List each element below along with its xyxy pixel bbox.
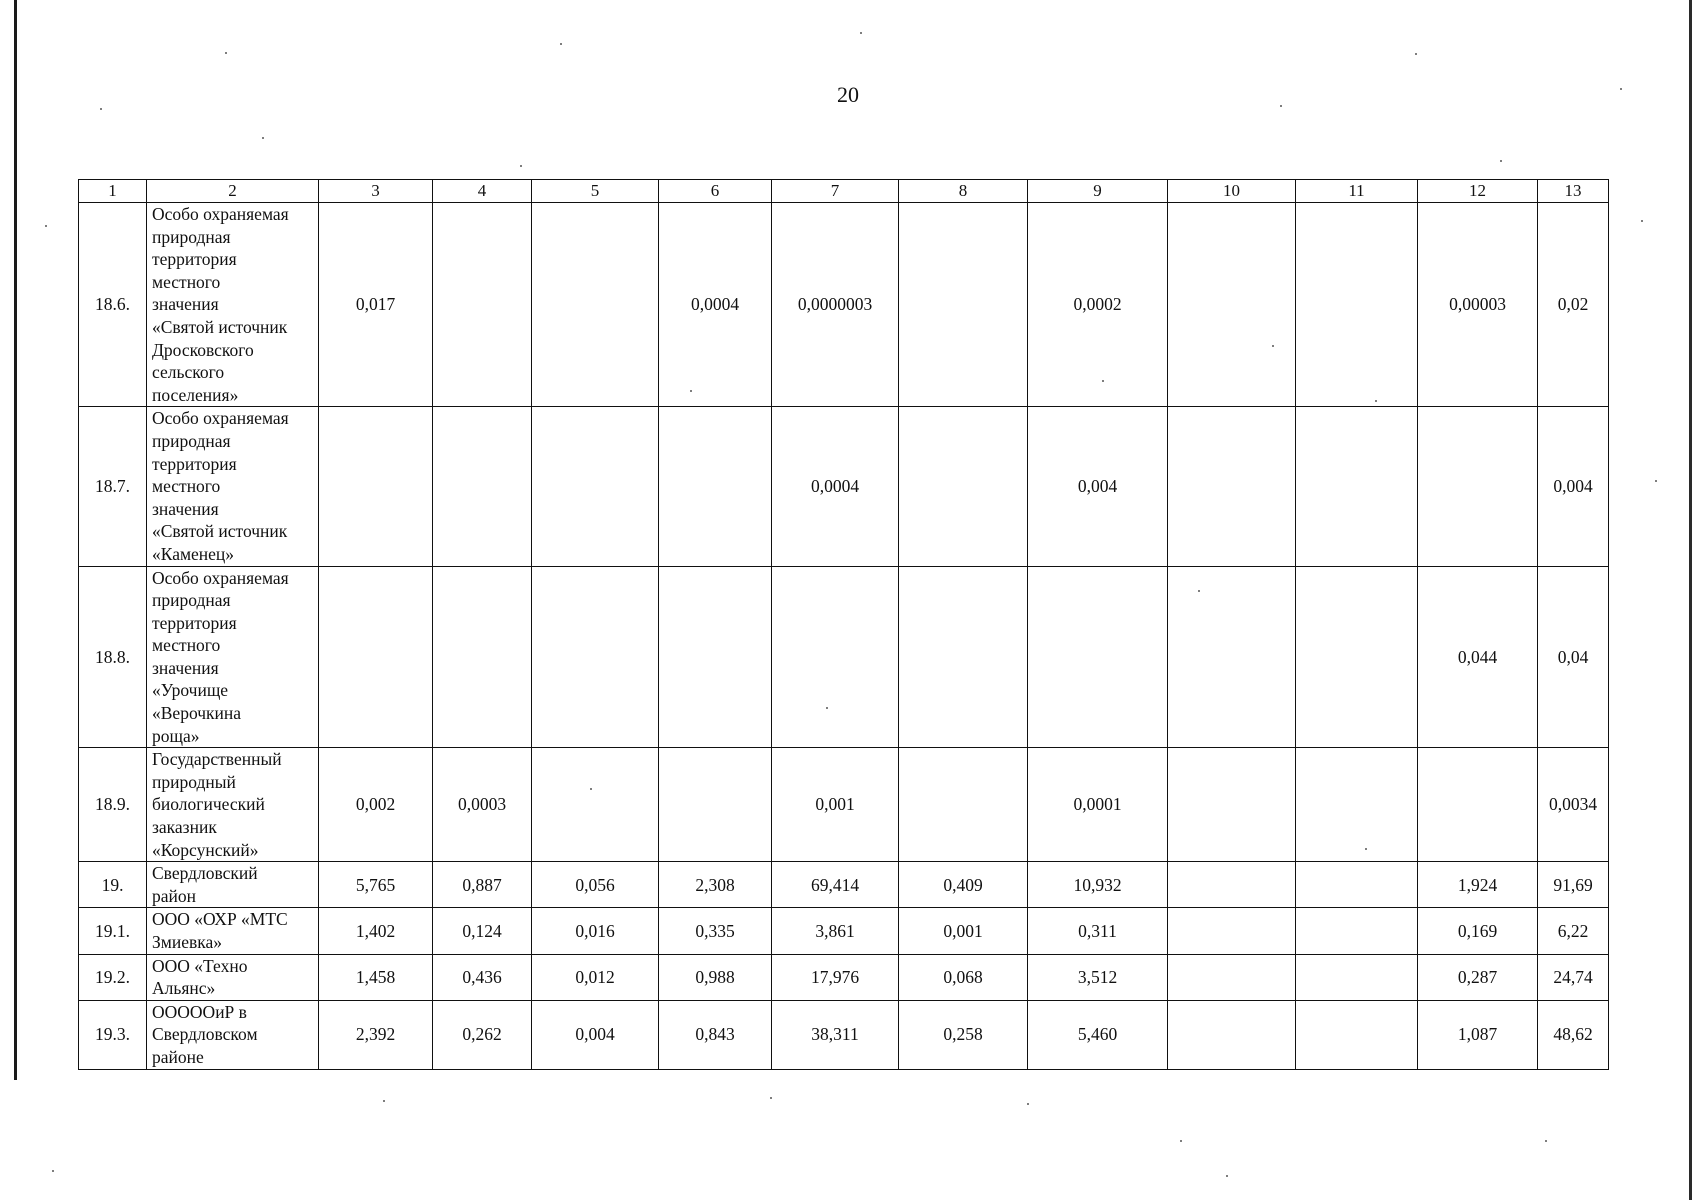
table-row bbox=[79, 407, 1609, 566]
value-cell: 0,002 bbox=[319, 748, 433, 862]
value-cell bbox=[433, 566, 532, 748]
data-table bbox=[78, 179, 1609, 1070]
column-number: 5 bbox=[532, 180, 659, 203]
value-cell bbox=[1168, 1000, 1296, 1069]
value-cell bbox=[1296, 954, 1418, 1000]
value-cell bbox=[1296, 407, 1418, 566]
value-cell: 0,04 bbox=[1538, 566, 1609, 748]
value-cell: 0,887 bbox=[433, 862, 532, 908]
name-cell: ООО «Техно Альянс» bbox=[147, 954, 319, 1000]
value-cell bbox=[1168, 862, 1296, 908]
column-number: 6 bbox=[659, 180, 772, 203]
value-cell: 2,392 bbox=[319, 1000, 433, 1069]
scan-edge-right bbox=[1689, 0, 1692, 1200]
name-cell: Особо охраняемая природная территория местного значения «Святой источник «Каменец» bbox=[147, 407, 319, 566]
value-cell: 1,924 bbox=[1418, 862, 1538, 908]
value-cell: 0,287 bbox=[1418, 954, 1538, 1000]
value-cell: 5,460 bbox=[1028, 1000, 1168, 1069]
column-number: 9 bbox=[1028, 180, 1168, 203]
value-cell: 0,044 bbox=[1418, 566, 1538, 748]
value-cell bbox=[1296, 566, 1418, 748]
column-number: 8 bbox=[899, 180, 1028, 203]
value-cell bbox=[659, 566, 772, 748]
value-cell: 0,016 bbox=[532, 908, 659, 954]
row-number-cell: 18.9. bbox=[79, 748, 147, 862]
value-cell bbox=[532, 566, 659, 748]
row-number-cell: 18.7. bbox=[79, 407, 147, 566]
value-cell bbox=[433, 203, 532, 407]
name-cell: Особо охраняемая природная территория местного значения «Святой источник Дросковского сельского поселения» bbox=[147, 203, 319, 407]
page-number: 20 bbox=[837, 82, 859, 107]
column-number: 12 bbox=[1418, 180, 1538, 203]
value-cell bbox=[899, 566, 1028, 748]
value-cell: 0,988 bbox=[659, 954, 772, 1000]
value-cell bbox=[319, 407, 433, 566]
value-cell bbox=[772, 566, 899, 748]
value-cell: 5,765 bbox=[319, 862, 433, 908]
row-number-cell: 19. bbox=[79, 862, 147, 908]
value-cell: 17,976 bbox=[772, 954, 899, 1000]
value-cell: 0,169 bbox=[1418, 908, 1538, 954]
value-cell bbox=[532, 748, 659, 862]
table-body bbox=[79, 203, 1609, 1070]
row-number-cell: 19.1. bbox=[79, 908, 147, 954]
value-cell: 0,0001 bbox=[1028, 748, 1168, 862]
value-cell: 0,311 bbox=[1028, 908, 1168, 954]
value-cell: 1,402 bbox=[319, 908, 433, 954]
value-cell: 0,068 bbox=[899, 954, 1028, 1000]
value-cell: 0,001 bbox=[899, 908, 1028, 954]
value-cell bbox=[899, 407, 1028, 566]
value-cell: 0,017 bbox=[319, 203, 433, 407]
value-cell: 10,932 bbox=[1028, 862, 1168, 908]
row-number-cell: 19.2. bbox=[79, 954, 147, 1000]
value-cell: 3,861 bbox=[772, 908, 899, 954]
value-cell: 24,74 bbox=[1538, 954, 1609, 1000]
value-cell bbox=[1418, 748, 1538, 862]
value-cell: 38,311 bbox=[772, 1000, 899, 1069]
name-cell: Особо охраняемая природная территория местного значения «Урочище «Верочкина роща» bbox=[147, 566, 319, 748]
value-cell: 0,0003 bbox=[433, 748, 532, 862]
name-cell: ОООООиР в Свердловском районе bbox=[147, 1000, 319, 1069]
table-row bbox=[79, 566, 1609, 748]
name-cell: Государственный природный биологический заказник «Корсунский» bbox=[147, 748, 319, 862]
value-cell bbox=[1296, 862, 1418, 908]
value-cell bbox=[1296, 203, 1418, 407]
value-cell: 0,012 bbox=[532, 954, 659, 1000]
value-cell: 0,262 bbox=[433, 1000, 532, 1069]
value-cell bbox=[1168, 908, 1296, 954]
value-cell: 6,22 bbox=[1538, 908, 1609, 954]
value-cell: 0,056 bbox=[532, 862, 659, 908]
value-cell: 0,124 bbox=[433, 908, 532, 954]
value-cell bbox=[1296, 1000, 1418, 1069]
value-cell bbox=[659, 748, 772, 862]
column-number: 7 bbox=[772, 180, 899, 203]
value-cell: 0,00003 bbox=[1418, 203, 1538, 407]
column-number: 13 bbox=[1538, 180, 1609, 203]
value-cell: 0,0004 bbox=[772, 407, 899, 566]
row-number-cell: 18.6. bbox=[79, 203, 147, 407]
value-cell: 0,004 bbox=[1538, 407, 1609, 566]
value-cell bbox=[1168, 566, 1296, 748]
value-cell: 0,004 bbox=[532, 1000, 659, 1069]
value-cell: 0,409 bbox=[899, 862, 1028, 908]
column-number: 10 bbox=[1168, 180, 1296, 203]
name-cell: ООО «ОХР «МТС Змиевка» bbox=[147, 908, 319, 954]
value-cell: 1,458 bbox=[319, 954, 433, 1000]
table-row bbox=[79, 1000, 1609, 1069]
value-cell: 0,02 bbox=[1538, 203, 1609, 407]
table-row bbox=[79, 862, 1609, 908]
value-cell: 0,0034 bbox=[1538, 748, 1609, 862]
value-cell: 2,308 bbox=[659, 862, 772, 908]
value-cell: 0,843 bbox=[659, 1000, 772, 1069]
value-cell bbox=[899, 203, 1028, 407]
value-cell: 48,62 bbox=[1538, 1000, 1609, 1069]
value-cell bbox=[1418, 407, 1538, 566]
value-cell: 69,414 bbox=[772, 862, 899, 908]
value-cell: 91,69 bbox=[1538, 862, 1609, 908]
value-cell bbox=[433, 407, 532, 566]
value-cell bbox=[532, 203, 659, 407]
value-cell: 0,258 bbox=[899, 1000, 1028, 1069]
value-cell bbox=[1168, 407, 1296, 566]
value-cell: 0,004 bbox=[1028, 407, 1168, 566]
column-number: 2 bbox=[147, 180, 319, 203]
value-cell bbox=[1296, 748, 1418, 862]
table-row bbox=[79, 954, 1609, 1000]
value-cell: 1,087 bbox=[1418, 1000, 1538, 1069]
value-cell bbox=[1168, 748, 1296, 862]
scan-edge-left bbox=[14, 0, 17, 1080]
value-cell bbox=[659, 407, 772, 566]
column-number: 11 bbox=[1296, 180, 1418, 203]
value-cell: 0,335 bbox=[659, 908, 772, 954]
row-number-cell: 18.8. bbox=[79, 566, 147, 748]
column-number-row bbox=[79, 180, 1609, 203]
value-cell bbox=[1296, 908, 1418, 954]
value-cell bbox=[899, 748, 1028, 862]
value-cell: 0,0002 bbox=[1028, 203, 1168, 407]
value-cell: 0,001 bbox=[772, 748, 899, 862]
value-cell bbox=[319, 566, 433, 748]
column-number: 1 bbox=[79, 180, 147, 203]
column-number: 3 bbox=[319, 180, 433, 203]
value-cell bbox=[532, 407, 659, 566]
value-cell: 3,512 bbox=[1028, 954, 1168, 1000]
column-number: 4 bbox=[433, 180, 532, 203]
value-cell: 0,0000003 bbox=[772, 203, 899, 407]
value-cell: 0,436 bbox=[433, 954, 532, 1000]
value-cell bbox=[1028, 566, 1168, 748]
table-row bbox=[79, 203, 1609, 407]
value-cell bbox=[1168, 954, 1296, 1000]
table-row bbox=[79, 908, 1609, 954]
value-cell: 0,0004 bbox=[659, 203, 772, 407]
value-cell bbox=[1168, 203, 1296, 407]
table-row bbox=[79, 748, 1609, 862]
name-cell: Свердловский район bbox=[147, 862, 319, 908]
row-number-cell: 19.3. bbox=[79, 1000, 147, 1069]
